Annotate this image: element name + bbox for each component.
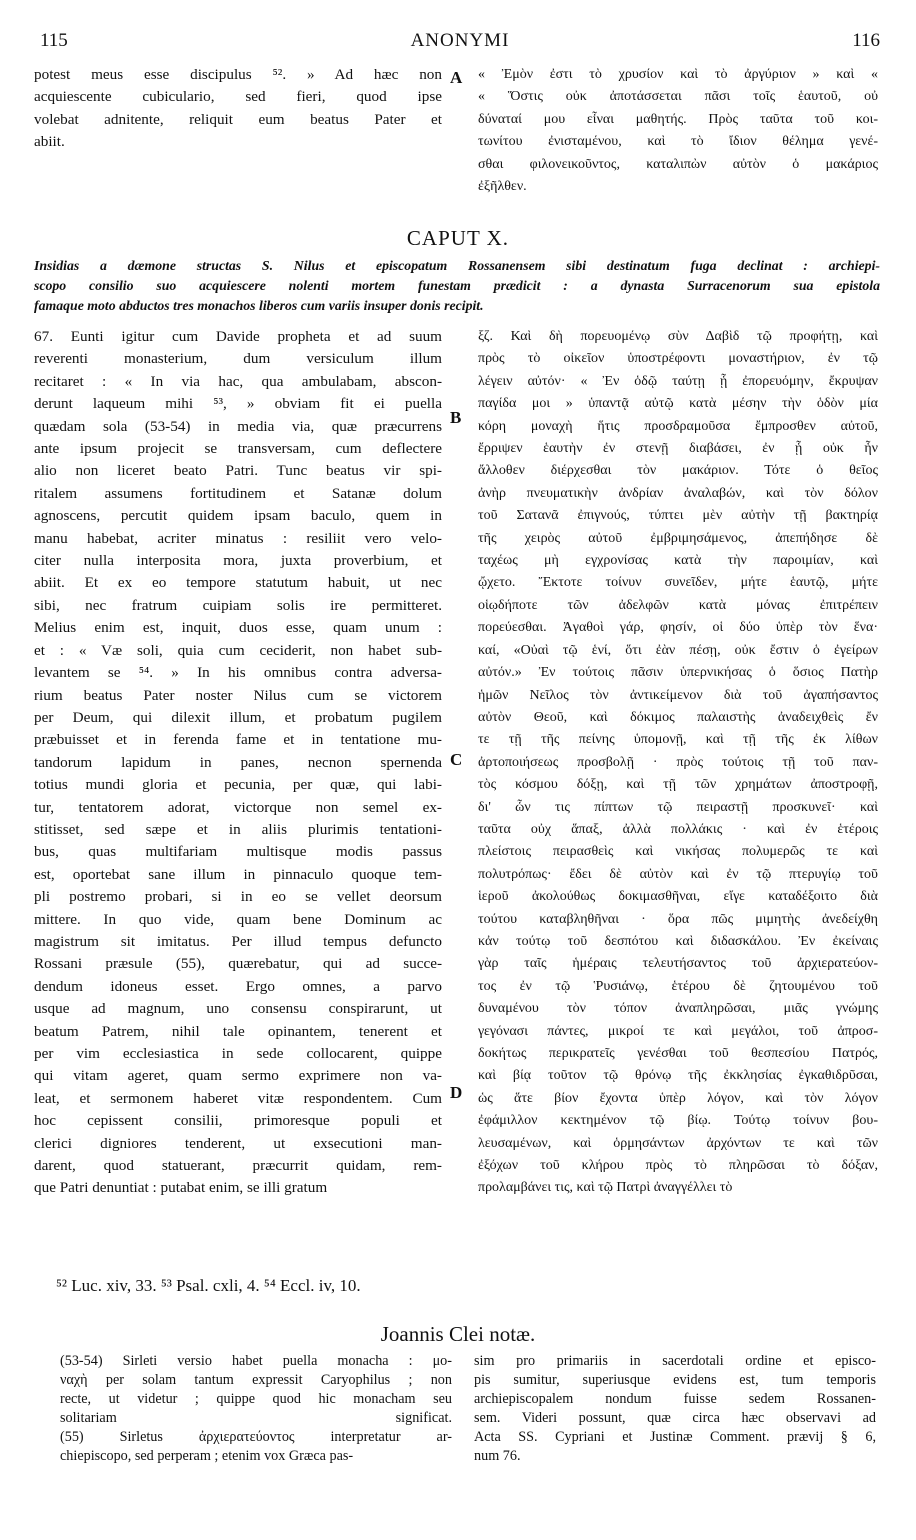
- text-line: ἀνὴρ πνευματικὴν ἀνδρίαν ἀναλαβών, καὶ τὸν δόλον: [478, 485, 878, 501]
- text-line: manu habebat, acriter minatus : resiliit vero velo-: [34, 529, 442, 547]
- text-line: λέγειν αὐτόν· « Ἐν ὁδῷ ταύτῃ ᾗ ἐπορευόμην, ἔκρυψαν: [478, 373, 878, 389]
- text-line: famaque moto abductos tres monachos liberos cum variis insuper donis recipit.: [34, 298, 484, 313]
- text-line: προλαμβάνει τις, καὶ τῷ Πατρὶ ἀναγγέλλει τὸ: [478, 1180, 733, 1196]
- text-line: καί, «Οὐαὶ τῷ ἑνί, ὅτι ἐὰν πέσῃ, οὐκ ἔστιν ὁ ἐγείρων: [478, 642, 878, 658]
- text-line: τε τῇ τῆς πείνης ὑπομονῇ, καὶ τῇ τῆς ἐκ λίθων: [478, 732, 878, 748]
- text-line: derunt laqueum mihi ⁵³, » obviam fit ei puella: [34, 395, 442, 413]
- text-line: ante ipsum projecit se transversam, cum deflectere: [34, 440, 442, 458]
- text-line: quædam sola (53-54) in media via, quæ præcurrens: [34, 417, 442, 435]
- text-line: τὸς κόσμου δόξῃ, καὶ τῇ τῶν χρημάτων ἀποστροφῇ,: [478, 777, 878, 793]
- text-line: παγίδα μοι » ὑπαντᾷ αὐτῷ κατὰ μέσην τὴν ὁδὸν μία: [478, 396, 878, 412]
- page-number-right: 116: [852, 30, 880, 51]
- text-line: ὡς ἅτε βίον ἔχοντα ὑπὲρ λόγον, καὶ τὸν λόγον: [478, 1090, 878, 1106]
- text-line: Acta SS. Cypriani et Justinæ Comment. prævij § 6,: [474, 1429, 876, 1445]
- text-line: beatum Patrem, nihil tale opinantem, tenerent et: [34, 1022, 442, 1040]
- text-line: Melius enim est, inquit, duos esse, quam unum :: [34, 619, 442, 637]
- footnotes: ⁵² Luc. xiv, 33. ⁵³ Psal. cxli, 4. ⁵⁴ Eccl. iv, 10.: [56, 1276, 361, 1295]
- text-line: sim pro primariis in sacerdotali ordine et episco-: [474, 1353, 876, 1369]
- text-line: δυναμένου τὸν τόπον ἀναπληρῶσαι, μιᾶς γνώμης: [478, 1001, 878, 1017]
- text-line: οἱῳδήποτε τῶν ἀδελφῶν κατὰ μόνας ἐπιτρέπειν: [478, 597, 878, 613]
- page-header: [40, 30, 880, 58]
- text-line: per Deum, qui dilexit illum, et probatum pugilem: [34, 708, 442, 726]
- text-line: solitariam significat.: [60, 1410, 452, 1426]
- text-line: κόρη μοναχὴ ἥτις προσδραμοῦσα ἔμπροσθεν αὐτοῦ,: [478, 418, 878, 434]
- text-line: κἀν τούτῳ τοῦ δεσπότου καὶ διδασκάλου. Ἐν ἐκείναις: [478, 933, 878, 949]
- text-line: αὐτόν.» Ἐν τούτοις πᾶσιν ὑπερνικήσας ὁ ὅσιος Πατὴρ: [478, 665, 878, 681]
- text-line: per vim ecclesiastica in sede collocarent, quippe: [34, 1045, 442, 1062]
- text-line: πορεύεσθαι. Ἀγαθοὶ γάρ, φησίν, οἱ δύο ὑπὲρ τὸν ἕνα·: [478, 620, 878, 636]
- text-line: ταχέως μὴ εγχρονίσας κατὰ τὴν παροιμίαν, καὶ: [478, 553, 878, 569]
- text-line: ἱεροῦ ἀκολούθως δοκιμασθῆναι, εἴγε καταδέξοιτο διὰ: [478, 889, 878, 905]
- text-line: ταῦτα οὐχ ἅπαξ, ἀλλὰ πολλάκις · καὶ ἐν ἑτέροις: [478, 821, 878, 837]
- text-line: Insidias a dæmone structas S. Nilus et episcopatum Rossanensem sibi destinatum fuga declinat : archiepi-: [34, 258, 880, 273]
- text-line: πρὸς τὸ οἰκεῖον ὑποστρέφοντι μοναστήριον, ἐν τῷ: [478, 351, 878, 367]
- text-line: recte, ut videtur ; quippe quod hic monacham seu: [60, 1391, 452, 1407]
- text-line: αὐτὸν Θεοῦ, καὶ δόκιμος παλαιστὴς ἀναδειχθεὶς ἔν: [478, 709, 878, 725]
- text-line: ξζ. Καὶ δὴ πορευομένῳ σὺν Δαβὶδ τῷ προφήτῃ, καὶ: [478, 329, 878, 344]
- text-line: ἄλλοθεν διέρχεσθαι τὸν μακάριον. Τότε ὁ θεῖος: [478, 463, 878, 479]
- text-line: 67. Eunti igitur cum Davide propheta et ad suum: [34, 328, 442, 345]
- text-line: « Ὅστις οὐκ ἀποτάσσεται πᾶσι τοῖς ἑαυτοῦ, οὐ: [478, 89, 878, 105]
- text-line: σθαι φιλονεικοῦντος, καταλιπὼν αὐτὸν ὁ μακάριος: [478, 156, 878, 172]
- text-line: τούτου καταβληθῆναι · ὅρα πῶς μιμητὴς ἀνεδείχθη: [478, 911, 878, 927]
- text-line: stitisset, sed sæpe et in aliis plurimis tentationi-: [34, 820, 442, 838]
- text-line: hoc cepissent consilii, primoresque populi et: [34, 1112, 442, 1130]
- text-line: τῆς χειρὸς αὐτοῦ ἐμβριμησάμενος, ἀπεπήδησε δὲ: [478, 530, 878, 546]
- notes-right-column: [474, 1352, 876, 1466]
- text-line: ἐξῆλθεν.: [478, 179, 527, 195]
- text-line: ἐξόχων τοῦ κλήρου πρὸς τὸ πληρῶσαι τὸ δόξαν,: [478, 1158, 878, 1174]
- text-line: δύναταί μου εἶναι μαθητής. Πρὸς ταῦτα τοῦ κοι-: [478, 111, 878, 127]
- text-line: præbuisset et in ferenda fame et in tentatione mu-: [34, 731, 442, 749]
- text-line: clerici digniores tenderent, ut exsecutioni man-: [34, 1134, 442, 1152]
- margin-marker-a: A: [450, 68, 463, 87]
- text-line: mittere. In quo vide, quam bene Dominum ac: [34, 910, 442, 928]
- text-line: ἔρριψεν ἑαυτὴν ἐν στενῇ διαβάσει, ἐν ᾗ οὐκ ἦν: [478, 441, 878, 457]
- notes-left-column: [60, 1352, 452, 1466]
- top-latin-column: [34, 64, 442, 154]
- margin-marker-c: C: [450, 750, 463, 769]
- text-line: chiepiscopo, sed perperam ; etenim vox Græca pas-: [60, 1448, 354, 1464]
- margin-marker-d: D: [450, 1083, 463, 1102]
- text-line: citer nulla interposita mora, juxta proverbium, et: [34, 552, 442, 570]
- text-line: ἀρτοποιήσεως προσβολῇ · πρὸς τούτοις τῇ τοῦ παν-: [478, 754, 878, 770]
- text-line: pis sumitur, superiusque evidens est, tum temporis: [474, 1372, 876, 1388]
- text-line: ἐφάμιλλον κεκτημένον τῷ βίῳ. Τούτῳ τοίνυν βου-: [478, 1113, 878, 1129]
- text-line: πλείστοις πειρασθεὶς καὶ νικήσας πολυμερῶς τε καὶ: [478, 844, 878, 860]
- chapter-summary: [34, 256, 880, 316]
- main-greek-column: [478, 326, 878, 1200]
- text-line: πολυτρόπως· ἔδει δὲ αὐτὸν καὶ ἐν τῷ πτερυγίῳ τοῦ: [478, 866, 878, 882]
- text-line: ritalem assumens fortitudinem et Satanæ dolum: [34, 484, 442, 502]
- text-line: totius mundi gloria et pecunia, per quæ, qui labi-: [34, 776, 442, 794]
- text-line: num 76.: [474, 1448, 521, 1464]
- text-line: sibi, nec fratrum cuipiam solis ire permitteret.: [34, 596, 442, 614]
- text-line: « Ἐμὸν ἐστι τὸ χρυσίον καὶ τὸ ἀργύριον » καὶ «: [478, 67, 878, 82]
- text-line: γὰρ ταῖς ἡμέραις τελευτήσαντος τοῦ ἀρχιερατεύον-: [478, 956, 878, 972]
- text-line: τωνίτου ἐνισταμένου, καὶ τὸ ἴδιον θέλημα γενέ-: [478, 134, 878, 150]
- text-line: ᾤχετο. Ἔκτοτε τοίνυν συνεῖδεν, μήτε ἑαυτῷ, μήτε: [478, 575, 878, 591]
- text-line: δι' ὧν τις πίπτων τῷ πειραστῇ προσκυνεῖ· καὶ: [478, 799, 878, 815]
- text-line: alio non liceret beato Patri. Tunc beatus vir spi-: [34, 462, 442, 480]
- text-line: tur, tentatorem adorat, victorque non semel ex-: [34, 798, 442, 816]
- notes-title: Joannis Clei notæ.: [380, 1322, 536, 1346]
- text-line: pli postremo probari, si in eo se vellet deorsum: [34, 888, 442, 906]
- text-line: δοκήτως περικρατεῖς γενέσθαι τοῦ θεσπεσίου Πατρός,: [478, 1046, 878, 1061]
- text-line: et : « Væ soli, quia cum ceciderit, non habet sub-: [34, 641, 442, 659]
- top-greek-column: [478, 64, 878, 198]
- text-line: archiepiscopalem nondum fuisse sedem Rossanen-: [474, 1391, 876, 1407]
- text-line: abiit. Et ex eo tempore statutum habuit, ut nec: [34, 574, 442, 592]
- text-line: est, oportebat sane illum in pinnaculo quoque tem-: [34, 865, 442, 883]
- text-line: sem. Videri possunt, quæ circa hæc observavi ad: [474, 1410, 876, 1426]
- text-line: ναχὴ per solam tantum expressit Caryophilus ; non: [60, 1372, 452, 1388]
- text-line: dendum idoneus esset. Ergo omnes, a parvo: [34, 977, 442, 995]
- text-line: bus, quas multifariam multisque modis passus: [34, 843, 442, 861]
- text-line: potest meus esse discipulus ⁵². » Ad hæc non: [34, 66, 442, 83]
- text-line: καὶ βίᾳ τοῦτον τῷ θρόνῳ τῆς ἐκκλησίας ἐγκαθιδρῦσαι,: [478, 1068, 878, 1084]
- text-line: reverenti monasterium, dum versiculum illum: [34, 350, 442, 368]
- text-line: magistrum sit imitatus. Per illud tempus defuncto: [34, 932, 442, 950]
- running-title: ANONYMI: [410, 30, 510, 51]
- text-line: levantem se ⁵⁴. » In his omnibus contra adversa-: [34, 664, 442, 682]
- text-line: leat, et sermonem haberet vitæ respondentem. Cum: [34, 1089, 442, 1107]
- text-line: ἡμῶν Νεῖλος τὸν ἀντικείμενον διὰ τοῦ ἀγαπήσαντος: [478, 687, 878, 703]
- margin-marker-b: B: [450, 408, 462, 427]
- text-line: λευσαμένων, καὶ ὁρμησάντων ἀρχόντων τε καὶ τῶν: [478, 1135, 878, 1151]
- text-line: recitaret : « In via hac, qua ambulabam, abscon-: [34, 372, 442, 390]
- text-line: acquiescente cubiculario, sed fieri, quod ipse: [34, 88, 442, 106]
- text-line: (53-54) Sirleti versio habet puella monacha : μο-: [60, 1353, 452, 1369]
- text-line: que Patri denuntiat : putabat enim, se illi gratum: [34, 1179, 328, 1197]
- text-line: rium beatus Pater noster Nilus cum se victorem: [34, 686, 442, 704]
- text-line: agnoscens, percutit quidem ipsam baculo, quem in: [34, 507, 442, 525]
- chapter-heading: CAPUT X.: [406, 226, 510, 250]
- page-number-left: 115: [40, 30, 68, 51]
- text-line: abiit.: [34, 133, 65, 151]
- text-line: scopo consilio suo acquiescere nolenti mortem funestam prædicit : a dynasta Surracenorum sua epistola: [34, 278, 880, 293]
- text-line: volebat adnitente, reliquit eum beatus Pater et: [34, 110, 442, 128]
- text-line: (55) Sirletus ἀρχιερατεύοντος interpretatur ar-: [60, 1429, 452, 1445]
- text-line: tandorum lapidum in panes, necnon spernenda: [34, 753, 442, 771]
- main-latin-column: [34, 326, 442, 1200]
- text-line: usque ad magnum, uno consensu conspirarunt, ut: [34, 1000, 442, 1018]
- text-line: γεγόνασι πάντες, μικροί τε καὶ μεγάλοι, τοῦ ἀπροσ-: [478, 1023, 878, 1039]
- text-line: τοῦ Σατανᾶ ἐπιγνούς, τύπτει μὲν αὐτὴν τῇ βακτηρίᾳ: [478, 508, 878, 524]
- text-line: darent, quod statuerant, præcurrit quidam, rem-: [34, 1157, 442, 1175]
- text-line: Rossani præsule (55), quærebatur, qui ad succe-: [34, 955, 442, 973]
- text-line: qui vitam ageret, quam sermo exprimere non va-: [34, 1067, 442, 1085]
- text-line: τος ἐν τῷ Ῥυσιάνῳ, ἑτέρου δὲ ζητουμένου τοῦ: [478, 978, 878, 994]
